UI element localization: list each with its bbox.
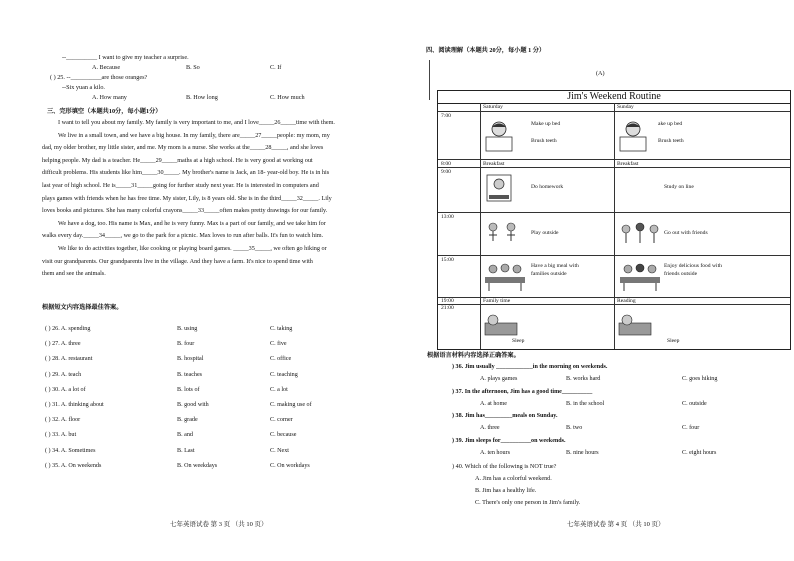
question-option-b[interactable]: B. hospital (177, 356, 204, 363)
sleeping-picture (483, 307, 519, 341)
sat-brush-teeth: Brush teeth (531, 138, 557, 144)
divider (438, 304, 790, 305)
question-option-b[interactable]: B. teaches (177, 371, 203, 378)
time-15: 15:00 (441, 257, 454, 263)
q25-text: ( ) 25. --__________are those oranges? (50, 74, 148, 81)
page-footer-left: 七年英语试卷 第 3 页 （共 10 页） (170, 521, 268, 528)
passage-line: last year of high school. He is_____31_____going for further study next year. He is interested in computers and (42, 181, 319, 189)
question-option-c[interactable]: C. goes hiking (682, 376, 718, 382)
q25-option-c: C. How much (270, 94, 305, 101)
q24-text: --__________ I want to give my teacher a surprise. (62, 54, 189, 61)
question-option-b[interactable]: B. two (566, 425, 583, 431)
divider (438, 111, 790, 112)
sun-make-bed: ake up bed (658, 121, 683, 127)
q40-text: ) 40. Which of the following is NOT true? (452, 463, 557, 470)
sun-delicious-food-2: friends outside (664, 271, 698, 277)
section4-title: 四、阅读理解（本题共 20分，每小题 1 分） (426, 47, 546, 54)
sat-homework: Do homework (531, 184, 564, 190)
time-13: 13:00 (441, 214, 454, 220)
question-text: ) 39. Jim sleeps for__________on weekends. (452, 437, 566, 444)
divider (480, 103, 481, 349)
kids-playing-picture (485, 219, 521, 249)
cloze-instruction: 根据短文内容选择最佳答案。 (42, 304, 123, 311)
sun-sleep: Sleep (667, 338, 680, 344)
question-option-b[interactable]: B. lots of (177, 386, 200, 393)
q25-option-a: A. How many (92, 94, 127, 101)
q24-option-a: A. Because (92, 64, 121, 71)
part-a-label: (A) (596, 70, 605, 77)
sat-big-meal-2: families outside (531, 271, 567, 277)
question-option-a[interactable]: ( ) 26. A. spending (45, 326, 91, 332)
question-option-a[interactable]: ( ) 30. A. a lot of (45, 386, 86, 393)
margin-line (429, 60, 430, 100)
question-option-a[interactable]: ( ) 28. A. restaurant (45, 356, 93, 363)
friends-meal-picture (618, 259, 662, 293)
question-option-c[interactable]: C. office (270, 356, 292, 363)
question-option-a[interactable]: A. ten hours (480, 449, 510, 456)
sat-play-outside: Play outside (531, 230, 559, 236)
passage-line: dad, my older brother, my little sister, and me. My mom is a nurse. She works at the_____28_____, and she loves (42, 144, 324, 152)
question-option-c[interactable]: C. Next (270, 447, 289, 454)
question-option-c[interactable]: C. teaching (270, 371, 298, 378)
question-option-a[interactable]: ( ) 34. A. Sometimes (45, 447, 96, 454)
passage-line: them and see the animals. (42, 270, 106, 278)
question-option-c[interactable]: C. outside (682, 400, 707, 407)
boy-waking-picture (485, 119, 513, 153)
question-option-a[interactable]: ( ) 33. A. but (45, 432, 77, 439)
sat-make-bed: Make up bed (531, 121, 561, 127)
question-option-b[interactable]: B. using (177, 326, 198, 332)
sat-sleep: Sleep (512, 338, 525, 344)
question-option-c[interactable]: C. making use of (270, 402, 312, 408)
divider (614, 103, 615, 349)
col-sunday: Sunday (617, 104, 634, 110)
question-option-b[interactable]: B. good with (177, 402, 209, 408)
question-option-c[interactable]: C. four (682, 425, 700, 431)
time-9: 9:00 (441, 169, 451, 175)
question-option-b[interactable]: B. and (177, 432, 193, 439)
question-text: ) 38. Jim has_________meals on Sunday. (452, 413, 558, 419)
question-option-c[interactable]: C. eight hours (682, 449, 717, 456)
question-option-a[interactable]: ( ) 27. A. three (45, 341, 81, 348)
question-option-b[interactable]: B. in the school (566, 400, 605, 407)
q40-option-a: A. Jim has a colorful weekend. (475, 475, 552, 482)
sun-breakfast: Breakfast (617, 161, 639, 167)
sun-brush-teeth: Brush teeth (658, 138, 684, 144)
question-option-a[interactable]: A. three (480, 425, 500, 431)
q40-option-b: B. Jim has a healthy life. (475, 487, 537, 494)
sun-go-out-friends: Go out with friends (664, 230, 708, 236)
question-option-a[interactable]: ( ) 32. A. floor (45, 417, 81, 424)
divider (438, 159, 790, 160)
question-option-b[interactable]: B. four (177, 341, 195, 348)
sat-big-meal-1: Have a big meal with (531, 263, 579, 269)
passage-line: helping people. My dad is a teacher. He_____29_____maths at a high school. He is very good at working out (42, 156, 313, 164)
question-option-c[interactable]: C. a lot (270, 386, 288, 393)
question-option-c[interactable]: C. taking (270, 326, 293, 332)
sun-study-online: Study on line (664, 184, 694, 190)
friends-picture (618, 219, 662, 249)
q24-option-c: C. If (270, 64, 282, 71)
passage-line: difficult problems. His students like him_____30_____. My brother's name is Jack, an 18- year-old boy. He is in his (42, 169, 330, 177)
q24-option-b: B. So (186, 64, 200, 71)
q25-answer: --Six yuan a kilo. (62, 84, 105, 91)
question-option-a[interactable]: A. at home (480, 400, 507, 407)
page-footer-right: 七年英语试卷 第 4 页 （共 10 页） (567, 521, 665, 528)
passage-line: visit our grandparents. Our grandparents live in the village. And they have a farm. It's nice to spend time with (42, 257, 313, 265)
weekend-routine-table (437, 90, 791, 350)
passage-line: We live in a small town, and we have a big house. In my family, there are_____27_____people: my mom, my (58, 131, 330, 139)
question-option-a[interactable]: A. plays games (480, 376, 518, 382)
question-option-b[interactable]: B. On weekdays (177, 462, 218, 469)
cloze-passage (42, 117, 392, 281)
question-text: ) 37. In the afternoon, Jim has a good time__________ (452, 388, 593, 395)
homework-picture (485, 173, 513, 207)
question-option-c[interactable]: C. corner (270, 417, 293, 424)
question-option-b[interactable]: B. Last (177, 447, 195, 454)
passage-line: walks every day._____34_____, we go to the park for a picnic. Max loves to run after balls. It's fun to watch him. (42, 232, 324, 240)
family-meal-picture (483, 259, 527, 293)
sun-delicious-food-1: Enjoy delicious food with (664, 263, 722, 269)
boy-waking-picture (619, 119, 647, 153)
passage-line: We like to do activities together, like cooking or playing board games. _____35_____, we often go hiking or (58, 244, 327, 252)
divider (438, 167, 790, 168)
passage-line: I want to tell you about my family. My family is very important to me, and I love_____26_____time with them. (58, 119, 335, 126)
sun-reading: Reading (617, 298, 636, 304)
col-saturday: Saturday (483, 104, 503, 110)
question-option-a[interactable]: ( ) 35. A. On weekends (45, 462, 102, 469)
sat-breakfast: Breakfast (483, 161, 505, 167)
time-19: 19:00 (441, 298, 454, 304)
passage-line: loves books and pictures. She has many colorful crayons_____33_____often makes pretty drawings for our family. (42, 207, 328, 215)
passage-line: We have a dog, too. His name is Max, and he is very funny. Max is a part of our family, and we take him for (58, 219, 326, 227)
q25-option-b: B. How long (186, 94, 218, 101)
sleeping-picture (617, 307, 653, 341)
question-option-b[interactable]: B. works hard (566, 376, 601, 382)
reading-instruction: 根据语言材料内容选择正确答案。 (427, 352, 520, 359)
question-option-b[interactable]: B. grade (177, 417, 198, 424)
q40-option-c: C. There's only one person in Jim's family. (475, 499, 581, 506)
question-text: ) 36. Jim usually ____________in the morning on weekends. (452, 364, 608, 370)
question-option-a[interactable]: ( ) 31. A. thinking about (45, 402, 104, 408)
section3-title: 三、完形填空（本题共10分，每小题1分） (47, 108, 162, 115)
question-option-c[interactable]: C. because (270, 432, 297, 439)
question-option-c[interactable]: C. On workdays (270, 462, 310, 469)
time-7: 7:00 (441, 113, 451, 119)
question-option-c[interactable]: C. five (270, 341, 287, 348)
table-title: Jim's Weekend Routine (438, 91, 790, 104)
question-option-b[interactable]: B. nine hours (566, 449, 599, 456)
passage-line: plays games with friends when he has free time. My sister, Lily, is 8 years old. She is in the third_____32_____. Lily (42, 194, 332, 202)
divider (438, 255, 790, 256)
time-8: 8:00 (441, 161, 451, 167)
divider (438, 212, 790, 213)
time-21: 21:00 (441, 305, 454, 311)
sat-family-time: Family time (483, 298, 511, 304)
question-option-a[interactable]: ( ) 29. A. teach (45, 371, 82, 378)
